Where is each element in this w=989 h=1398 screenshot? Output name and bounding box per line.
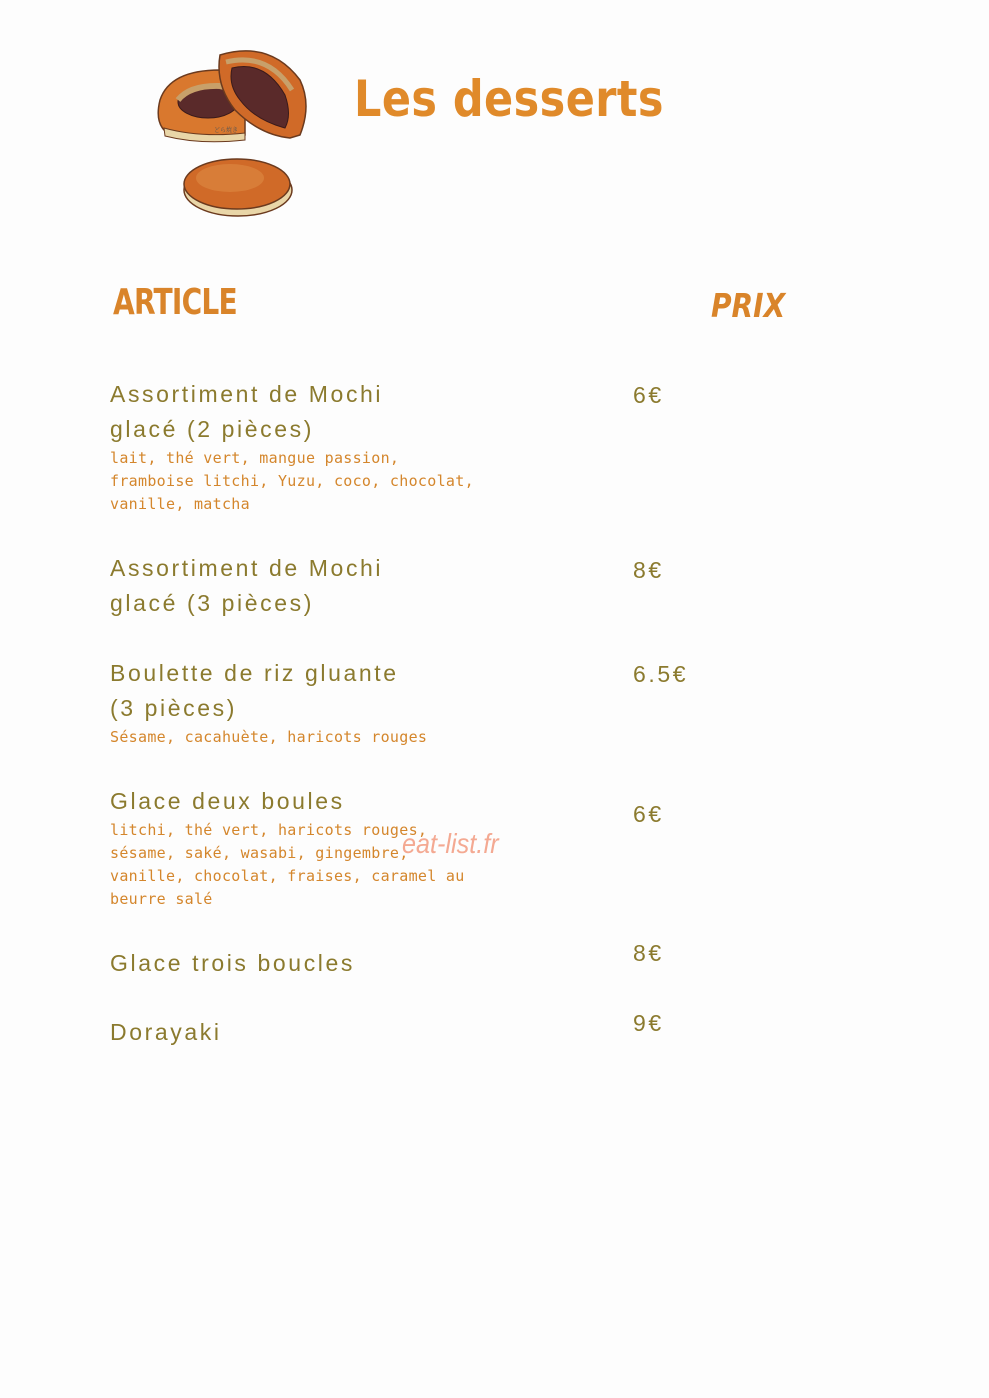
- page-title: Les desserts: [354, 70, 664, 128]
- item-name: Glace deux boules: [110, 788, 345, 814]
- column-header-article: ARTICLE: [113, 282, 237, 323]
- item-price: 6€: [633, 382, 664, 408]
- item-price: 6.5€: [633, 661, 689, 687]
- item-description: Sésame, cacahuète, haricots rouges: [110, 728, 428, 746]
- item-description: framboise litchi, Yuzu, coco, chocolat,: [110, 472, 474, 490]
- item-name: Assortiment de Mochi: [110, 555, 384, 581]
- item-price: 8€: [633, 557, 664, 583]
- menu-item: [110, 1015, 510, 1050]
- menu-item: [110, 946, 510, 981]
- item-description: lait, thé vert, mangue passion,: [110, 449, 400, 467]
- column-header-price: PRIX: [711, 286, 786, 325]
- item-name: Glace trois boucles: [110, 950, 355, 976]
- item-price: 9€: [633, 1010, 664, 1036]
- item-name: glacé (2 pièces): [110, 416, 314, 442]
- dorayaki-illustration: [150, 40, 320, 225]
- item-name: Assortiment de Mochi: [110, 381, 384, 407]
- item-name: Dorayaki: [110, 1019, 222, 1045]
- item-description: sésame, saké, wasabi, gingembre,: [110, 844, 409, 862]
- watermark: eat-list.fr: [402, 828, 499, 859]
- item-name: (3 pièces): [110, 695, 237, 721]
- item-description: beurre salé: [110, 890, 213, 908]
- menu-item: [110, 551, 510, 621]
- item-description: vanille, matcha: [110, 495, 250, 513]
- item-name: glacé (3 pièces): [110, 590, 314, 616]
- item-name: Boulette de riz gluante: [110, 660, 399, 686]
- item-price: 6€: [633, 801, 664, 827]
- svg-text:どら焼き: どら焼き: [214, 127, 239, 134]
- item-description: vanille, chocolat, fraises, caramel au: [110, 867, 465, 885]
- menu-item: [110, 656, 510, 749]
- item-description: litchi, thé vert, haricots rouges,: [110, 821, 428, 839]
- menu-item: [110, 377, 510, 516]
- item-price: 8€: [633, 940, 664, 966]
